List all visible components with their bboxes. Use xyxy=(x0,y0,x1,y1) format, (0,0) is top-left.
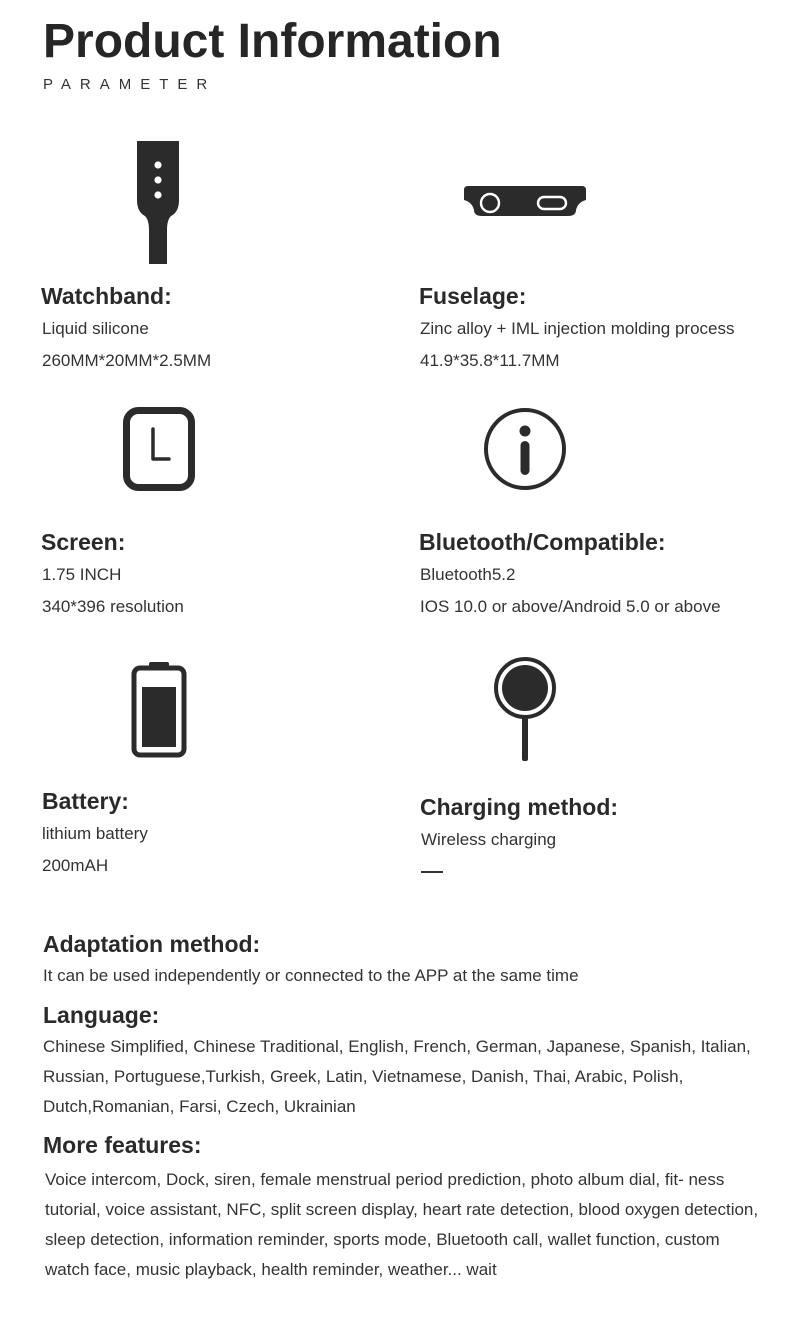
spec-value-battery-capacity: 200mAH xyxy=(42,856,109,875)
page-title: Product Information xyxy=(43,15,502,68)
watchband-icon xyxy=(133,140,183,271)
language-text: Chinese Simplified, Chinese Traditional, English, French, German, Japanese, Spanish, Italian, Russian, Portuguese,Turkish, Greek, Latin, Vietnamese, Danish, Thai, Arabic, Polish, Dutch,Romanian, Farsi, Czech, Ukrainian xyxy=(43,1037,751,1116)
screen-icon xyxy=(123,407,195,496)
page-subtitle: PARAMETER xyxy=(43,76,217,93)
spec-label-battery: Battery: xyxy=(42,788,129,814)
wireless-charger-icon xyxy=(493,654,557,769)
spec-value-fuselage-material: Zinc alloy + IML injection molding process xyxy=(420,319,735,338)
spec-value-compatibility: IOS 10.0 or above/Android 5.0 or above xyxy=(420,597,721,616)
spec-label-watchband: Watchband: xyxy=(41,283,172,309)
features-heading: More features: xyxy=(43,1132,202,1158)
spec-value-bluetooth-version: Bluetooth5.2 xyxy=(420,565,516,584)
spec-label-screen: Screen: xyxy=(41,529,126,555)
spec-value-screen-resolution: 340*396 resolution xyxy=(42,597,184,616)
adaptation-text: It can be used independently or connected to the APP at the same time xyxy=(43,966,579,985)
adaptation-heading: Adaptation method: xyxy=(43,931,261,957)
spec-value-battery-type: lithium battery xyxy=(42,824,148,843)
features-text: Voice intercom, Dock, siren, female menstrual period prediction, photo album dial, fit- ness tutorial, voice assistant, NFC, split screen display, heart rate detection, blood oxygen detection, sleep detection, information reminder, sports mode, Bluetooth call, wallet function, custom watch face, music playback, health reminder, weather... wait xyxy=(45,1170,759,1279)
spec-value-charging-method: Wireless charging xyxy=(421,830,557,849)
spec-value-screen-size: 1.75 INCH xyxy=(42,565,122,584)
language-heading: Language: xyxy=(43,1002,160,1028)
spec-label-fuselage: Fuselage: xyxy=(419,283,527,309)
battery-icon xyxy=(131,660,187,763)
spec-label-charging: Charging method: xyxy=(420,794,619,820)
spec-value-fuselage-size: 41.9*35.8*11.7MM xyxy=(420,351,560,370)
spec-value-watchband-size: 260MM*20MM*2.5MM xyxy=(42,351,212,370)
spec-label-bluetooth: Bluetooth/Compatible: xyxy=(419,529,666,555)
fuselage-icon xyxy=(464,186,586,225)
divider-dash xyxy=(421,871,443,873)
info-icon xyxy=(483,407,567,496)
spec-value-watchband-material: Liquid silicone xyxy=(42,319,149,338)
